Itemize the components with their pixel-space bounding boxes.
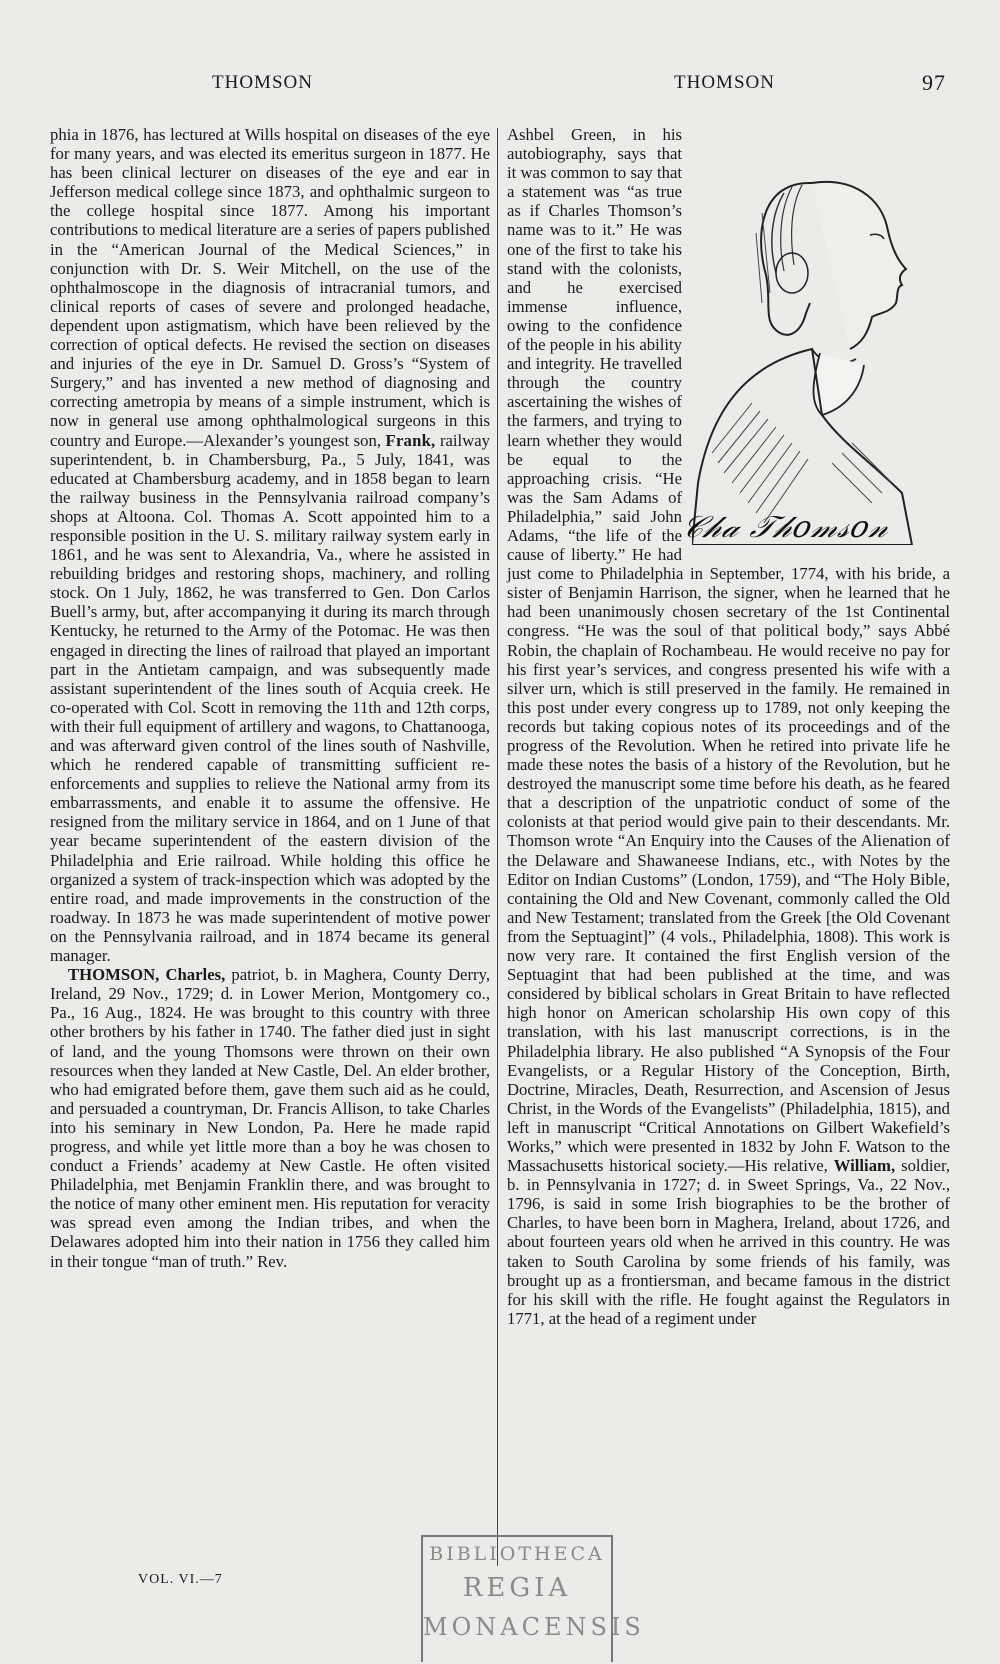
text-continuation: phia in 1876, has lectured at Wills hospital on diseases of the eye for many years, and was elected its emeritus surgeon in 1877. He has been clinical lecturer on diseases of the eye and ear in Jefferson medical college since 1873, and ophthalmic surgeon to the college hospital since 1877. Among his important contributions to medical literature are a series of papers published in the “American Journal of the Medical Sciences,” in conjunction with Dr. S. Weir Mitchell, on the use of the ophthalmoscope in the diagnosis of intracranial tumors, and clinical reports of cases of severe and prolonged headache, dependent upon astigmatism, which have been relieved by the correction of optical defects. He revised the section on diseases and injuries of the eye in Dr. Samuel D. Gross’s “System of Surgery,” and has invented a new method of diagnosing and correcting ametropia by means of a simple instrument, which is now in general use among ophthalmological surgeons in this country and Europe.—Alexander’s youngest son, [50, 125, 490, 450]
left-column [50, 125, 490, 1271]
entry-name-charles: THOMSON, Charles, [68, 965, 226, 985]
right-column [507, 125, 950, 1328]
stamp-line-1: BIBLIOTHECA [429, 1543, 605, 1565]
stamp-line-3: MONACENSIS [423, 1613, 645, 1641]
column-divider [497, 128, 498, 1566]
text-frank-bio: railway superintendent, b. in Chambersburg, Pa., 5 July, 1841, was educated at Chambersburg academy, and in 1858 began to learn the railway business in the Pennsylvania railroad company’s shops at Altoona. Col. Thomas A. Scott appointed him to a responsible position in the U. S. military railway system early in 1861, and he was sent to Alexandria, Va., where he assisted in rebuilding bridges and restoring shops, machinery, and rolling stock. On 1 July, 1862, he was transferred to Gen. Don Carlos Buell’s army, but, after accompanying it during its march through Kentucky, he returned to the Army of the Potomac. He was then engaged in directing the lines of railroad that played an important part in the Antietam campaign, and was subsequently made assistant superintendent of the lines south of Acquia creek. He co-operated with Col. Scott in removing the 11th and 12th corps, with their full equipment of artillery and wagons, to Chattanooga, and was afterward given control of the lines south of Nashville, which he rendered capable of transmitting sufficient re-enforcements and supplies to relieve the National army from its embarrassments, and enable it to assume the offensive. He resigned from the military service in 1864, and on 1 June of that year became superintendent of the eastern division of the Philadelphia and Erie railroad. While holding this office he organized a system of track-inspection which was adopted by the entire road, and made improvements in the construction of the roadway. In 1873 he was made superintendent of motive power on the Pennsylvania railroad, and in 1874 became its general manager. [50, 430, 490, 966]
running-header [0, 72, 1000, 102]
text-william-bio: soldier, b. in Pennsylvania in 1727; d. in Sweet Springs, Va., 22 Nov., 1796, is said in some Irish biographies to be the brother of Charles, to have been born in Maghera, Ireland, about 1726, and about fourteen years old when he arrived in this country. He was taken to South Carolina by some friends of his family, was brought up as a frontiersman, and became famous in the district for his skill with the rifle. He fought against the Regulators in 1771, at the head of a regiment under [507, 1156, 951, 1328]
paragraph-frank [50, 125, 490, 965]
library-stamp [421, 1535, 645, 1662]
portrait-illustration [677, 153, 950, 545]
portrait-engraving [692, 153, 950, 545]
volume-footer: VOL. VI.—7 [138, 1572, 223, 1587]
entry-name-william: William, [833, 1156, 896, 1176]
stamp-line-2: REGIA [462, 1573, 572, 1603]
header-left-title: THOMSON [212, 72, 313, 93]
page-number: 97 [922, 70, 946, 95]
text-charles-continued: Ashbel Green, in his autobiography, says that it was common to say that a statement was “as true as if Charles Thomson’s name was to it.” He was one of the first to take his stand with the colonists, and he exercised immense influence, owing to the confidence of the people in his ability and integrity. He travelled through the country ascertaining the wishes of the farmers, and trying to learn whether they would be equal to the approaching crisis. “He was the Sam Adams of Philadelphia,” said John Adams, “the life of the cause of liberty.” He had just come to Philadelphia in September, 1774, with his bride, a sister of Benjamin Harrison, the signer, when he learned that he had been unanimously chosen secretary of the 1st Continental congress. “He was the soul of that political body,” says Abbé Robin, the chaplain of Rochambeau. He would receive no pay for his first year’s services, and congress presented his wife with a silver urn, which is still preserved in the family. He remained in this post under every congress up to 1789, not only keeping the records but taking copious notes of its proceedings and of the progress of the Revolution. When he retired into private life he made these notes the basis of a history of the Revolution, but he destroyed the manuscript some time before his death, as he feared that a description of the unpatriotic conduct of some of the colonists at that period would give pain to their descendants. Mr. Thomson wrote “An Enquiry into the Causes of the Alienation of the Delaware and Shawaneese Indians, etc., with Notes by the Editor on Indian Customs” (London, 1759), and “The Holy Bible, containing the Old and New Covenant, commonly called the Old and New Testament; translated from the Greek [the Old Covenant from the Septuagint]” (4 vols., Philadelphia, 1808). This work is now very rare. It contained the first English version of the Septuagint that had been published at the time, and was considered by biblical scholars in Great Britain to have reflected high honor on American scholarship His own copy of this translation, with his last manuscript corrections, is in the Philadelphia library. He also published “A Synopsis of the Four Evangelists, or a Regular History of the Conception, Birth, Doctrine, Miracles, Death, Resurrection, and Ascension of Jesus Christ, in the Words of the Evangelists” (Philadelphia, 1815), and left in manuscript “Critical Annotations on Gilbert Wakefield’s Works,” which were presented in 1832 by John F. Watson to the Massachusetts historical society.—His relative, [507, 125, 950, 1176]
entry-name-frank: Frank, [385, 430, 436, 450]
text-charles-bio: patriot, b. in Maghera, County Derry, Ireland, 29 Nov., 1729; d. in Lower Merion, Montgomery co., Pa., 16 Aug., 1824. He was brought to this country with three other brothers by his father in 1740. The father died just in sight of land, and the young Thomsons were thrown on their own resources when they landed at New Castle, Del. An elder brother, who had emigrated before them, gave them such aid as he could, and persuaded a countryman, Dr. Francis Allison, to take Charles into his seminary in New London, Pa. Here he made rapid progress, and while yet little more than a boy he was chosen to conduct a Friends’ academy at New Castle. He often visited Philadelphia, met Benjamin Franklin there, and was brought to the notice of many other eminent men. His reputation for veracity was spread even among the Indian tribes, and when the Delawares adopted him into their nation in 1756 they called him in their tongue “man of truth.” Rev. [50, 965, 490, 1271]
paragraph-charles [50, 965, 490, 1271]
signature-image: 𝒞𝒽𝒶 𝒯𝒽𝑜𝓂𝓈𝑜𝓃 [677, 509, 894, 545]
header-right-title: THOMSON [674, 72, 775, 93]
